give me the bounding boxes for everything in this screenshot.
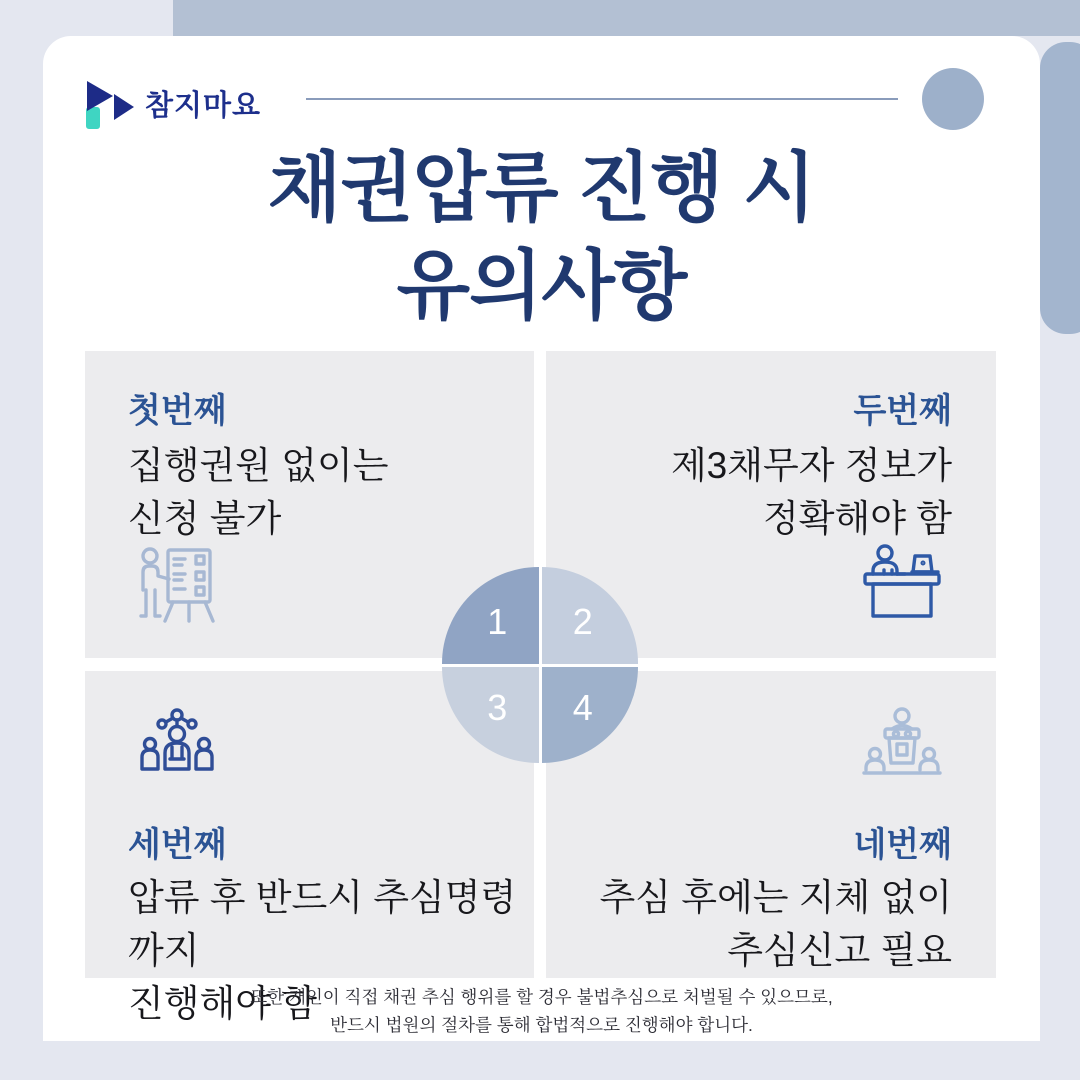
- footer-note: [43, 983, 1040, 1039]
- card-third-heading: 세번째: [128, 826, 227, 864]
- brand-logo: [81, 74, 271, 132]
- card-fourth-body-line2: 추심신고 필요: [727, 930, 952, 971]
- wheel-number-3: 3: [487, 686, 508, 728]
- wheel-quadrant-3: [442, 667, 539, 764]
- desk-laptop-icon: [862, 543, 942, 621]
- card-third-body-line1: 압류 후 반드시 추심명령까지: [128, 877, 517, 971]
- right-pill-decoration: [1040, 42, 1080, 334]
- page-title-line1: 채권압류 진행 시: [267, 146, 816, 231]
- card-second-heading: 두번째: [853, 392, 952, 430]
- page-title-line2: 유의사항: [396, 244, 687, 329]
- card-first-body-line1: 집행권원 없이는: [128, 445, 389, 486]
- card-second-body-line1: 제3채무자 정보가: [670, 445, 952, 486]
- card-fourth-body: [599, 871, 952, 977]
- card-fourth-heading: 네번째: [853, 826, 952, 864]
- wheel-quadrant-4: [542, 667, 639, 764]
- wheel-number-1: 1: [487, 601, 508, 643]
- card-second-body-line2: 정확해야 함: [763, 498, 952, 539]
- presenter-board-icon: [137, 543, 219, 625]
- card-third-body-line2: 진행해야 함: [128, 983, 317, 1024]
- page-title: [43, 140, 1040, 336]
- footer-note-line1: 또한 개인이 직접 채권 추심 행위를 할 경우 불법추심으로 처벌될 수 있으므로,: [250, 987, 833, 1007]
- card-second-body: [671, 439, 952, 545]
- content-sheet: [43, 36, 1040, 1041]
- wheel-quadrant-2: [542, 567, 639, 664]
- card-first-body-line2: 신청 불가: [128, 498, 282, 539]
- wheel-number-4: 4: [572, 686, 593, 728]
- wheel-quadrant-1: [442, 567, 539, 664]
- podium-speaker-icon: [862, 707, 942, 781]
- header-divider: [306, 98, 898, 100]
- footer-note-line2: 반드시 법원의 절차를 통해 합법적으로 진행해야 합니다.: [330, 1015, 753, 1035]
- team-network-icon: [137, 707, 217, 785]
- brand-name: 참지마요: [145, 89, 262, 122]
- corner-circle-decoration: [922, 68, 984, 130]
- play-triangles-icon: [81, 77, 137, 129]
- wheel-number-2: 2: [572, 601, 593, 643]
- card-first-heading: 첫번째: [128, 392, 227, 430]
- card-first-body: [128, 439, 388, 545]
- step-wheel: [442, 567, 638, 763]
- top-band-decoration: [173, 0, 1080, 36]
- card-fourth-body-line1: 추심 후에는 지체 없이: [599, 877, 952, 918]
